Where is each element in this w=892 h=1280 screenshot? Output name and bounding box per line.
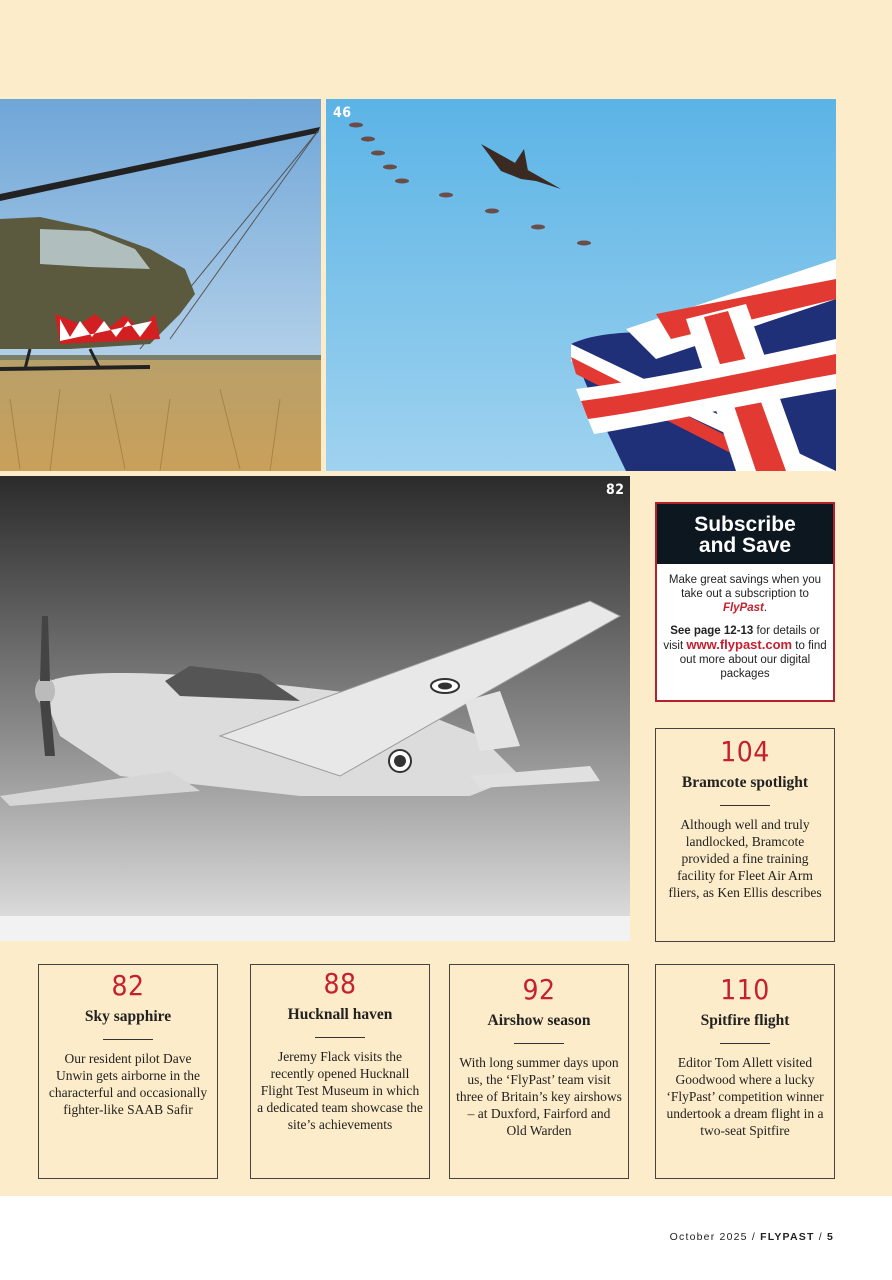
subscribe-title-line2: and Save [698,534,792,557]
page-number-46: 46 [333,105,352,121]
divider [514,1043,564,1044]
saab-safir-photo [0,476,630,941]
divider [103,1039,153,1040]
feature-title: Airshow season [487,1012,591,1029]
feature-title: Spitfire flight [700,1012,790,1029]
feature-description: With long summer days upon us, the ‘FlyPast’ team visit three of Britain’s key airshows – at Duxford, Fairford and Old Warden [456,1055,622,1138]
feature-page-number: 92 [522,973,556,1006]
subscribe-details: See page 12-13 for details or visit www.flypast.com to find out more about our digital packages [663,625,827,680]
feature-page-number: 88 [323,967,357,1000]
footer-page-number: 5 [826,1231,834,1243]
feature-spitfire-flight[interactable] [655,964,835,1179]
page-number-82: 82 [606,482,625,498]
divider [315,1037,365,1038]
feature-sky-sapphire[interactable] [38,964,218,1179]
see-page-ref: See page 12-13 [670,625,754,637]
feature-description: Jeremy Flack visits the recently opened Hucknall Flight Test Museum in which a dedicated team showcase the site’s achievements [257,1049,423,1132]
feature-title: Hucknall haven [287,1006,393,1023]
feature-page-number: 82 [111,969,145,1002]
feature-title: Bramcote spotlight [681,774,809,791]
feature-description: Editor Tom Allett visited Goodwood where a lucky ‘FlyPast’ competition winner undertook a dream flight in a two-seat Spitfire [666,1055,824,1138]
page-footer: October 2025 / FLYPAST / 5 [669,1231,834,1243]
helicopter-photo [0,99,321,471]
footer-magazine: FLYPAST [760,1231,815,1243]
subscribe-heading [657,504,833,564]
feature-page-number: 110 [720,973,770,1006]
feature-description: Our resident pilot Dave Unwin gets airborne in the characterful and occasionally fighter-like SAAB Safir [48,1051,208,1117]
website-link[interactable]: www.flypast.com [686,637,793,652]
divider [720,805,770,806]
subscribe-title-line1: Subscribe [694,513,796,536]
divider [720,1043,770,1044]
feature-bramcote[interactable] [655,728,835,942]
flypast-photo [326,99,836,471]
subscribe-text: Make great savings when you take out a subscription to FlyPast. [668,574,822,614]
feature-title: Sky sapphire [84,1008,172,1025]
issue-date: October 2025 [669,1231,748,1243]
feature-airshow-season[interactable] [449,964,629,1179]
subscribe-box[interactable] [655,502,835,702]
feature-page-number: 104 [720,735,770,768]
magazine-name: FlyPast [722,602,764,614]
feature-description: Although well and truly landlocked, Bramcote provided a fine training facility for Fleet Air Arm fliers, as Ken Ellis describes [668,817,822,900]
feature-hucknall-haven[interactable] [250,964,430,1179]
